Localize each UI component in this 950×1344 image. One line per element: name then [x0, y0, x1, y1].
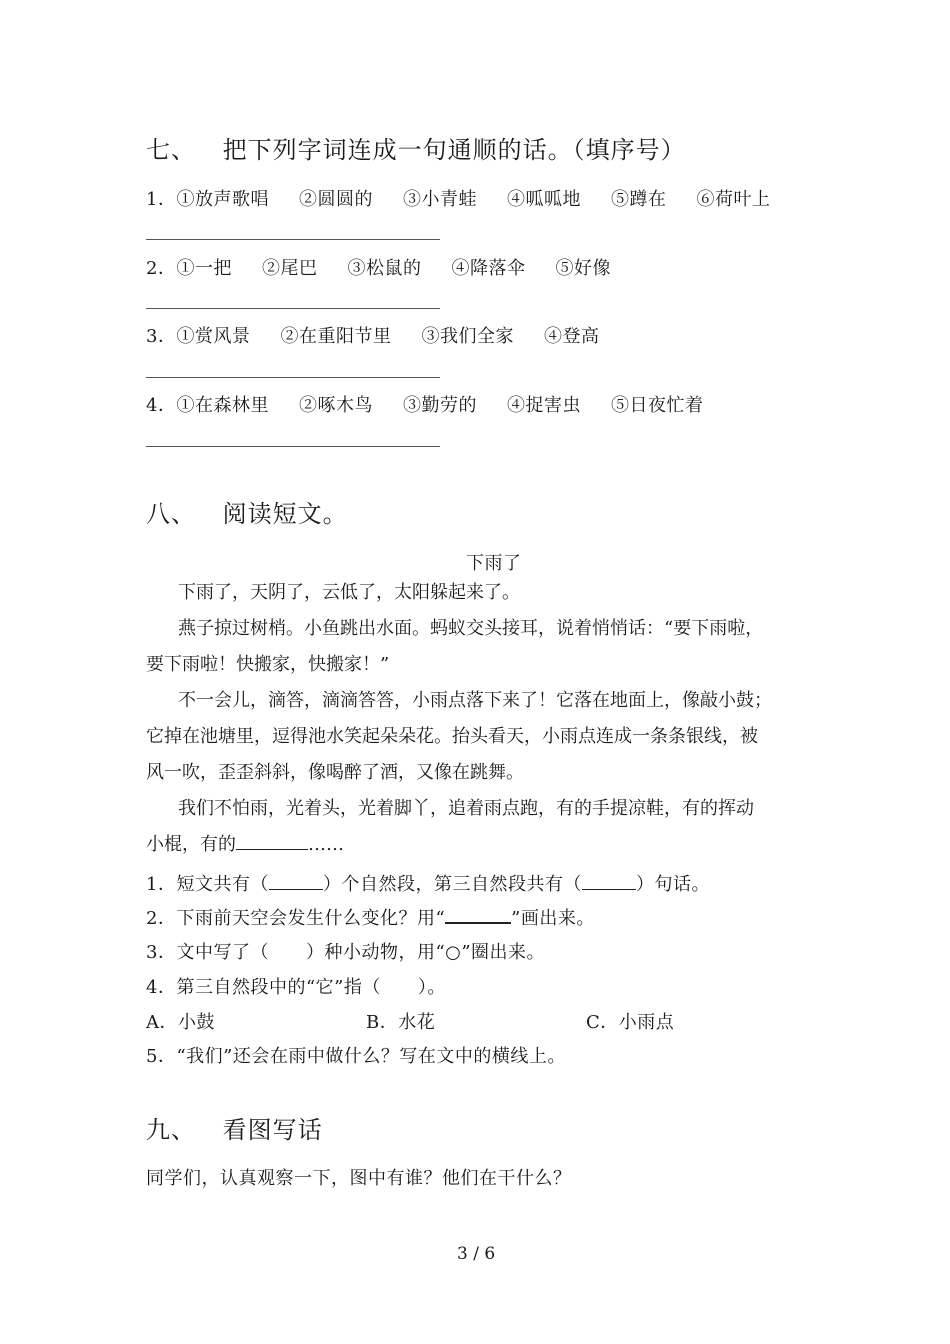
story-paragraph-2-line-2: 要下雨啦！快搬家，快搬家！” — [146, 654, 390, 675]
story-paragraph-1: 下雨了，天阴了，云低了，太阳躲起来了。 — [178, 582, 520, 603]
fill-in-blank[interactable] — [236, 831, 308, 850]
fill-in-blank[interactable] — [582, 873, 636, 890]
option-b[interactable]: B．水花 — [366, 1012, 436, 1033]
answer-line[interactable] — [146, 446, 440, 447]
word-item: ④呱呱地 — [506, 189, 581, 210]
question-8-1 — [146, 870, 710, 896]
story-paragraph-3-line-2: 它掉在池塘里，逗得池水笑起朵朵花。抬头看天，小雨点连成一条条银线，被 — [146, 726, 758, 747]
word-item: ②尾巴 — [261, 258, 318, 279]
section-9-number: 九、 — [146, 1116, 196, 1144]
word-item: ④登高 — [543, 326, 600, 347]
word-item: ②啄木鸟 — [298, 395, 373, 416]
fill-in-blank[interactable] — [269, 873, 323, 890]
word-item: ①赏风景 — [176, 326, 251, 347]
answer-line[interactable] — [146, 377, 440, 378]
question-text: ）句话。 — [635, 874, 710, 895]
question-8-3: 3．文中写了（ ）种小动物，用“○”圈出来。 — [146, 942, 546, 963]
section-7-title: 把下列字词连成一句通顺的话。（填序号） — [222, 136, 686, 164]
question-7-3 — [146, 322, 599, 348]
story-text: 小棍，有的 — [146, 834, 236, 855]
story-text: …… — [308, 834, 344, 855]
word-item: ②在重阳节里 — [280, 326, 392, 347]
section-7-number: 七、 — [146, 136, 196, 164]
question-text: 1．短文共有（ — [146, 874, 269, 895]
section-8-title: 阅读短文。 — [222, 500, 348, 528]
question-7-4 — [146, 391, 703, 417]
question-7-2 — [146, 254, 611, 280]
question-8-4: 4．第三自然段中的“它”指（ ）。 — [146, 977, 446, 998]
word-item: ⑤蹲在 — [610, 189, 667, 210]
underline-sample — [445, 906, 511, 924]
word-item: ③小青蛙 — [402, 189, 477, 210]
story-title: 下雨了 — [466, 553, 522, 574]
word-item: ①一把 — [176, 258, 232, 279]
story-paragraph-4-line-2 — [146, 827, 344, 863]
question-number: 3． — [146, 326, 177, 347]
story-paragraph-3-line-1: 不一会儿，滴答，滴滴答答，小雨点落下来了！它落在地面上，像敲小鼓； — [178, 690, 772, 711]
word-item: ③我们全家 — [421, 326, 514, 347]
word-item: ④降落伞 — [451, 258, 526, 279]
question-number: 2． — [146, 258, 177, 279]
word-item: ②圆圆的 — [298, 189, 373, 210]
word-item: ①放声歌唱 — [176, 189, 269, 210]
section-9-title: 看图写话 — [222, 1116, 323, 1144]
question-text: ）个自然段，第三自然段共有（ — [322, 874, 582, 895]
picture-writing-prompt: 同学们，认真观察一下，图中有谁？他们在干什么？ — [146, 1168, 572, 1189]
question-text: ”画出来。 — [511, 908, 595, 929]
story-paragraph-2-line-1: 燕子掠过树梢。小鱼跳出水面。蚂蚁交头接耳，说着悄悄话：“要下雨啦， — [178, 618, 764, 639]
section-7-heading — [146, 130, 686, 165]
question-8-5: 5．“我们”还会在雨中做什么？写在文中的横线上。 — [146, 1046, 566, 1067]
story-paragraph-3-line-3: 风一吹，歪歪斜斜，像喝醉了酒，又像在跳舞。 — [146, 762, 524, 783]
question-7-1 — [146, 185, 770, 211]
question-number: 4． — [146, 395, 177, 416]
word-item: ①在森林里 — [176, 395, 269, 416]
answer-line[interactable] — [146, 239, 440, 240]
section-8-number: 八、 — [146, 500, 196, 528]
page-number: 3 / 6 — [457, 1244, 496, 1264]
word-item: ⑥荷叶上 — [696, 189, 771, 210]
word-item: ⑤日夜忙着 — [610, 395, 704, 416]
question-text: 2．下雨前天空会发生什么变化？用“ — [146, 908, 446, 929]
word-item: ③勤劳的 — [402, 395, 477, 416]
story-paragraph-4-line-1: 我们不怕雨，光着头，光着脚丫，追着雨点跑，有的手提凉鞋，有的挥动 — [178, 798, 754, 819]
question-number: 1． — [146, 189, 177, 210]
word-item: ④捉害虫 — [506, 395, 581, 416]
word-item: ③松鼠的 — [347, 258, 422, 279]
section-8-heading — [146, 494, 348, 529]
answer-line[interactable] — [146, 308, 440, 309]
word-item: ⑤好像 — [555, 258, 611, 279]
option-c[interactable]: C．小雨点 — [586, 1012, 675, 1033]
option-a[interactable]: A．小鼓 — [146, 1012, 215, 1033]
question-8-2 — [146, 904, 595, 930]
section-9-heading — [146, 1110, 323, 1145]
